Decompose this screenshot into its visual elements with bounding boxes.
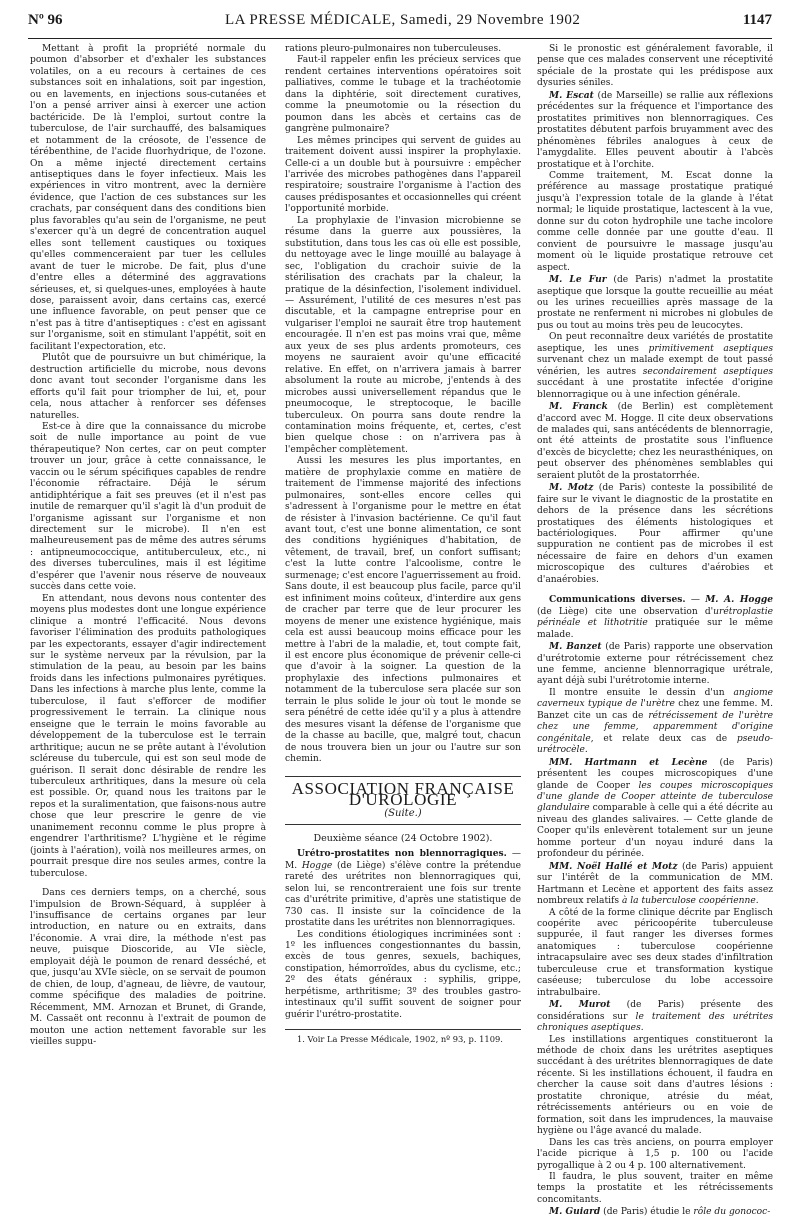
paragraph: Les instillations argentiques constitueront la méthode de choix dans les urétrites aseptiques succédant à des urétrites blennorragiques de date récente. Si les instillations échouent, il faudra en chercher la cause soit dans d'autres lésions : prostatite chronique, atrésie du méat, rétrécissements antérieurs ou en voie de formation, soit dans les imprudences, la mauvaise hygiène ou l'âge avancé du malade.: [537, 1034, 773, 1137]
paragraph: M. Motz (de Paris) conteste la possibilité de faire sur le vivant le diagnostic de la prostatite en dehors de la présence dans les sécrétions prostatiques des éléments histologiques et bactériologiques. Pour affirmer qu'une suppuration ne contient pas de microbes il est nécessaire de faire en dehors d'un examen microscopique des cultures d'aérobies et d'anaérobies.: [537, 482, 773, 585]
issue-date: Samedi, 29 Novembre 1902: [400, 12, 581, 28]
paragraph: M. Murot (de Paris) présente des considérations sur le traitement des urétrites chroniques aseptiques.: [537, 999, 773, 1034]
paragraph: Plutôt que de poursuivre un but chimérique, la destruction artificielle du microbe, nous devons donc avant tout seconder l'organisme dans les efforts qu'il fait pour triompher de lui, et, pour cela, nous attacher à renforcer ses défenses naturelles.: [30, 353, 266, 421]
paragraph: M. Escat (de Marseille) se rallie aux réflexions précédentes sur la fréquence et l'importance des prostatites primitives non blennorragiques. Ces prostatites débutent parfois bruyamment avec des phénomènes fébriles analogues à ceux de l'amygdalite. Elles peuvent aboutir à l'abcès prostatique et à l'orchite.: [537, 89, 773, 170]
page-header: [28, 12, 772, 34]
journal-name: LA PRESSE MÉDICALE,: [225, 12, 396, 28]
paragraph: Urétro-prostatites non blennorragiques. — M. Hogge (de Liège) s'élève contre la prétendue rareté des urétrites non blennorragiques qui, selon lui, se rencontreraient une fois sur trente cas d'urétrite primitive, d'après une statistique de 730 cas. Il insiste sur la coïncidence de la prostatite dans les urétrites non blennorragiques.: [285, 848, 522, 929]
paragraph: Les mêmes principes qui servent de guides au traitement doivent aussi inspirer la prophylaxie. Celle-ci a un double but à poursuivre : empêcher l'arrivée des microbes pathogènes dans l'appareil respiratoire; soustraire l'organisme à l'action des causes prédisposantes et occasionnelles qui créent l'opportunité morbide.: [285, 135, 521, 215]
author-name: M. Le Fur: [549, 274, 607, 286]
author-name: MM. Noël Hallé et Motz: [549, 860, 678, 872]
author-name: M. Franck: [549, 401, 608, 413]
paragraph: Aussi les mesures les plus importantes, en matière de prophylaxie comme en matière de traitement de l'immense majorité des infections pulmonaires, sont-elles encore celles qui s'adressent à l'organisme pour le mettre en état de résister à l'invasion bactérienne. Ce qu'il faut avant tout, c'est une bonne alimentation, ce sont des conditions hygiéniques d'habitation, de vêtement, de travail, bref, un confort suffisant; c'est la lutte contre l'alcoolisme, contre le surmenage; c'est encore l'aguerrissement au froid. Sans doute, il est beaucoup plus facile, parce qu'il est infiniment moins coûteux, d'interdire aux gens de cracher par terre que de leur procurer les moyens de mener une existence hygiénique, mais cela est aussi beaucoup moins efficace pour les mettre à l'abri de la maladie, et, tout compte fait, il est encore plus économique de prévenir celle-ci que d'avoir à la soigner. La question de la prophylaxie des infections pulmonaires et notamment de la tuberculose sera placée sur son terrain le plus solide le jour où tout le monde se sera pénétré de cette idée qu'il y a plus à attendre des mesures visant la défense de l'organisme que de la chasse au bacille, que, malgré tout, chacun de nous trouvera bien un jour ou l'autre sur son chemin.: [285, 456, 521, 765]
column-2: [285, 44, 521, 1074]
paragraph: M. Franck (de Berlin) est complètement d'accord avec M. Hogge. Il cite deux observations de malades qui, sans antécédents de blennorragie, ont été atteints de prostatite sous l'influence d'excès de bicyclette; chez les neurasthéniques, on peut observer des phénomènes semblables qui seraient plutôt de la prostatorrhée.: [537, 401, 773, 481]
paragraph: La prophylaxie de l'invasion microbienne se résume dans la guerre aux poussières, la substitution, dans tous les cas où elle est possible, du nettoyage avec le linge mouillé au balayage à sec, l'obligation du crachoir suivie de la stérilisation des crachats par la chaleur, la pratique de la désinfection, l'isolement individuel. — Assurément, l'utilité de ces mesures n'est pas discutable, et la campagne entreprise pour en vulgariser l'emploi ne saurait être trop hautement encouragée. Il n'en est pas moins vrai que, même aux yeux de ses plus ardents promoteurs, ces moyens ne sauraient avoir qu'une efficacité relative. En effet, on n'arrivera jamais à barrer absolument la route au microbe, j'entends à des microbes aussi universellement répandus que le pneumocoque, le streptocoque, le bacille tuberculeux. On pourra sans doute rendre la contamination moins fréquente, et, certes, c'est bien quelque chose : on n'arrivera pas à l'empêcher complètement.: [285, 215, 521, 455]
paragraph-heading: Urétro-prostatites non blennorragiques.: [297, 848, 507, 860]
author-name: M. Murot: [549, 999, 611, 1011]
section-heading: [285, 776, 521, 825]
paragraph: MM. Hartmann et Lecène (de Paris) présentent les coupes microscopiques d'une glande de Cooper les coupes microscopiques d'une glande de Cooper atteinte de tuberculose glandulaire comparable à celle qui a été décrite au niveau des glandes salivaires. — Cette glande de Cooper qu'ils enlevèrent totalement sur un jeune homme porteur d'un noyau induré dans la profondeur du périnée.: [537, 756, 773, 860]
paragraph: M. Guiard (de Paris) étudie le rôle du gonococ-: [549, 1206, 771, 1218]
column-1: [30, 44, 266, 1074]
paragraph: Si le pronostic est généralement favorable, il pense que ces malades conservent une réceptivité spéciale de la prostate qui les prédispose aux dysuries séniles.: [537, 44, 773, 89]
paragraph: Communications diverses. — M. A. Hogge (de Liège) cite une observation d'urétroplastie périnéale et lithotritie pratiquée sur le même malade.: [537, 594, 773, 640]
running-title: [225, 12, 580, 29]
paragraph: Dans ces derniers temps, on a cherché, sous l'impulsion de Brown-Séquard, à suppléer à l'insuffisance de certains organes par leur introduction, en nature ou en extraits, dans l'économie. A vrai dire, la méthode n'est pas neuve, puisque Dioscoride, au VIe siècle, employait déjà le poumon de renard desséché, et que, jusqu'au XVIe siècle, on se servait de poumon de chien, de loup, d'agneau, de lièvre, de vautour, comme spécifique des maladies de poitrine. Récemment, MM. Arnozan et Brunet, di Grande, M. Cassaët ont reconnu à l'extrait de poumon de mouton une action nettement favorable sur les vieilles suppu-: [30, 888, 266, 1047]
paragraph: Est-ce à dire que la connaissance du microbe soit de nulle importance au point de vue thérapeutique? Non certes, car on peut compter trouver un jour, grâce à cette connaissance, le vaccin ou le sérum spécifiques capables de rendre l'économie réfractaire. Déjà le sérum antidiphtérique a fait ses preuves (et il n'est pas inutile de remarquer qu'il s'agit là d'un produit de l'organisme agissant sur l'organisme et non directement sur le microbe). Il n'en est malheureusement pas de même des autres sérums : antipneumococcique, antituberculeux, etc., ni des diverses tuberculines, mais il est légitime d'espérer que l'avenir nous réserve de nouveaux succès dans cette voie.: [30, 421, 266, 593]
session-date: Deuxième séance (24 Octobre 1902).: [313, 832, 493, 844]
paragraph: Il montre ensuite le dessin d'un angiome caverneux typique de l'urètre chez une femme. M. Banzet cite un cas de rétrécissement de l'urètre chez une femme, apparemment d'origine congénitale, et relate deux cas de pseudo-urétrocèle.: [537, 687, 774, 756]
paragraph: Comme traitement, M. Escat donne la préférence au massage prostatique pratiqué jusqu'à l'expression totale de la glande à l'état normal; le liquide prostatique, lactescent à la vue, donne sur du coton hydrophile une tache incolore comme celle donnée par une goutte d'eau. Il convient de poursuivre le massage jusqu'au moment où le liquide prostatique retrouve cet aspect.: [537, 170, 773, 273]
issue-number: Nº 96: [28, 12, 63, 28]
section-subtitle: (Suite.): [384, 808, 422, 820]
column-3: [537, 44, 774, 1218]
paragraph: M. Banzet (de Paris) rapporte une observation d'urétrotomie externe pour rétrécissement chez une femme, ancienne blennorragique urétrale, ayant déjà subi l'urétrotomie interne.: [537, 641, 773, 687]
paragraph: MM. Noël Hallé et Motz (de Paris) appuient sur l'intérêt de la communication de MM. Hartmann et Lecène et apportent des faits assez nombreux relatifs à la tuberculose coopérienne.: [537, 860, 773, 907]
paragraph: Les conditions étiologiques incriminées sont : 1º les influences congestionnantes du bassin, excès de tous genres, sexuels, bachiques, constipation, hémorroïdes, abus du cyclisme, etc.; 2º des états généraux : syphilis, grippe, herpétisme, arthritisme; 3º des troubles gastro-intestinaux qu'il suffit souvent de soigner pour guérir l'urétro-prostatite.: [285, 929, 521, 1020]
author-name: M. Motz: [549, 482, 594, 494]
paragraph: Faut-il rappeler enfin les précieux services que rendent certaines interventions opératoires soit palliatives, comme le tubage et la trachéotomie dans la diphtérie, soit directement curatives, comme la pneumotomie ou la résection du poumon dans les abcès et certains cas de gangrène pulmonaire?: [285, 55, 521, 135]
paragraph: En attendant, nous devons nous contenter des moyens plus modestes dont une longue expérience clinique a montré l'efficacité. Nous devons favoriser l'élimination des produits pathologiques par les expectorants, essayer d'agir indirectement sur le système nerveux par la révulsion, par la stimulation de la peau, au besoin par les bains froids dans les infections pulmonaires pyrétiques. Dans les infections à marche plus lente, comme la tuberculose, il faut s'efforcer de modifier progressivement le terrain. La clinique nous enseigne que le terrain le moins favorable au développement de la tuberculose est le terrain arthritique; aucun ne se prête autant à l'évolution scléreuse du tubercule, qui est son seul mode de guérison. Il serait donc désirable de rendre les tuberculeux arthritiques, dans la mesure où cela est possible. Or, quand nous les traitons par le repos et la suralimentation, que faisons-nous autre chose que leur prescrire le genre de vie unanimement reconnu comme le plus propre à engendrer l'arthritisme? L'hygiène et le régime (joints à l'aération), voilà nos meilleures armes, on pourrait presque dire nos seules armes, contre la tuberculose.: [30, 593, 266, 879]
author-name: MM. Hartmann et Lecène: [549, 756, 708, 768]
section-title: ASSOCIATION FRANÇAISE D'UROLOGIE: [291, 778, 515, 809]
paragraph-heading: Communications diverses.: [549, 594, 686, 606]
paragraph: Dans les cas très anciens, on pourra employer l'acide picrique à 1,5 p. 100 ou l'acide pyrogallique à 2 ou 4 p. 100 alternativement.: [537, 1137, 773, 1171]
author-name: M. Banzet: [549, 641, 602, 653]
folio: 1147: [742, 12, 772, 28]
author-name: M. A. Hogge: [705, 594, 773, 606]
footnote: 1. Voir La Presse Médicale, 1902, nº 93, p. 1109.: [285, 1029, 521, 1045]
author-name: M. Guiard: [549, 1206, 601, 1218]
author-name: M. Escat: [549, 89, 594, 101]
paragraph: rations pleuro-pulmonaires non tuberculeuses.: [285, 44, 502, 54]
paragraph: Il faudra, le plus souvent, traiter en même temps la prostatite et les rétrécissements concomitants.: [537, 1171, 773, 1205]
paragraph: Mettant à profit la propriété normale du poumon d'absorber et d'exhaler les substances volatiles, on a eu recours à certaines de ces substances soit en inhalations, soit par ingestion, ou en lavements, en injections sous-cutanées et l'on a pensé arriver ainsi à exercer une action bactéricide. De là l'emploi, surtout contre la tuberculose, de l'air surchauffé, des balsamiques et notamment de la créosote, de l'essence de térébenthine, de l'acide fluorhydrique, de l'ozone. On a même injecté directement certains antiseptiques dans le foyer infectieux. Mais les expériences in vitro montrent, avec la dernière évidence, que l'action de ces substances sur les crachats, par conséquent dans des conditions bien plus favorables qu'au sein de l'organisme, ne peut s'exercer qu'à un degré de concentration auquel elles sont tellement caustiques ou toxiques qu'elles commenceraient par tuer les cellules avant de tuer le microbe. De fait, plus d'une d'entre elles a déterminé des aggravations sérieuses, et, si quelques-unes, employées à haute dose, paraissent avoir, dans certains cas, exercé une influence favorable, on peut penser que ce n'est pas à titre d'antiseptiques : c'est en agissant sur l'organisme, soit en stimulant l'appétit, soit en facilitant l'expectoration, etc.: [30, 44, 266, 352]
paragraph: A côté de la forme clinique décrite par Englisch coopérite avec péricoopérite tuberculeuse suppurée, il faut ranger les diverses formes anatomiques : tuberculose coopérienne intracapsulaire avec ses deux stades d'infiltration tuberculeuse crue et transformation kystique caséeuse; tuberculose du lobe accessoire intrabulbaire.: [537, 907, 773, 998]
paragraph: On peut reconnaître deux variétés de prostatite aseptique, les unes primitivement aseptiques survenant chez un malade exempt de tout passé vénérien, les autres secondairement aseptiques succédant à une prostatite infectée d'origine blennorragique ou à une infection générale.: [537, 332, 773, 400]
paragraph: M. Le Fur (de Paris) n'admet la prostatite aseptique que lorsque la goutte recueillie au méat ou les urines recueillies après massage de la prostate ne renferment ni microbes ni globules de pus ou tout au moins très peu de leucocytes.: [537, 274, 773, 331]
author-name: Hogge: [301, 860, 333, 871]
header-rule: [28, 38, 772, 39]
